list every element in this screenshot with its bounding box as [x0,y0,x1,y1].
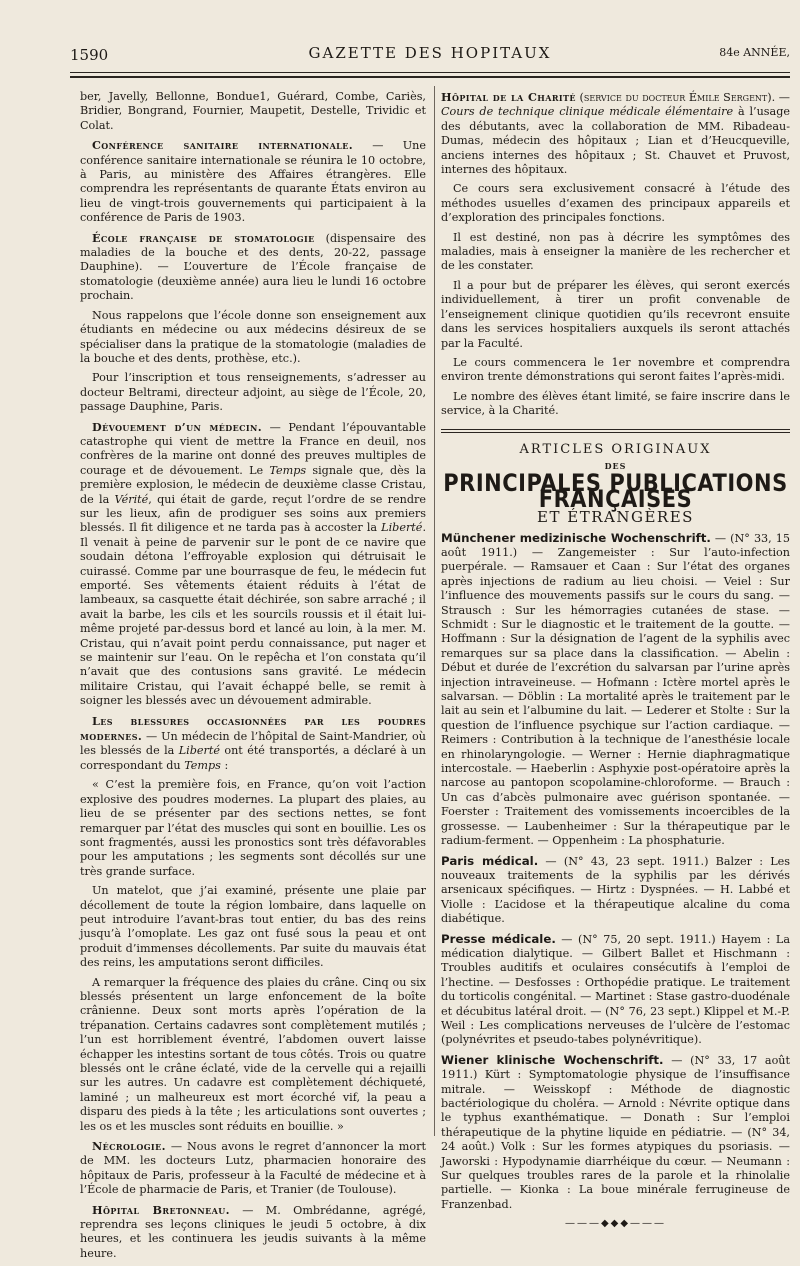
journal-contents: — (N° 43, 23 sept. 1911.) Balzer : Les nouveaux traitements de la syphilis par les dérivés arsenicaux spécifiques. — Hirtz : Dyspnées. — H. Labbé et Violle : L’acidose et la thérapeutique alcaline du coma diabétique. [441,854,790,926]
ship-name: Vérité [114,492,149,506]
right-column [441,90,790,1232]
item-text: (dispensaire des maladies de la bouche et des dents, 20-22, passage Dauphine). — L’ouverture de l’École française de stomatologie (deuxième année) aura lieu le lundi 16 octobre prochain. [80,231,426,303]
paragraph: Il est destiné, non pas à décrire les symptômes des maladies, mais à enseigner la manière de les rechercher et de les constater. [441,230,790,273]
journal-name: Presse médicale. [441,931,556,946]
item-text: . Il venait à peine de parvenir sur le pont de ce navire que soudain détona l’effroyable explosion qui détruisait le cuirassé. Comme par une bourrasque de feu, le médecin fut emporté. Ses vêtements étaient réduits à l’état de lambeaux, sa casquette était déchirée, son sabre arraché ; il avait la barbe, les cils et les sourcils roussis et il était lui-même projeté par-dessus bord et lancé au loin, à la mer. M. Cristau, qui n’avait point perdu connaissance, put nager et se maintenir sur l’eau. On le repêcha et l’on constata qu’il n’avait que des contusions sans gravité. Le médecin militaire Cristau, qui l’avait échappé belle, se remit à soigner les blessés avec un dévouement admirable. [80,521,426,708]
journal-entry-paris-medical [441,854,790,927]
news-item-charite [441,90,790,177]
journal-entry-munchener [441,531,790,849]
news-item-blessures [80,714,426,774]
item-text: — Une conférence sanitaire internationale se réunira le 10 octobre, à Paris, au ministère des Affaires étrangères. Elle comprendra les représentants de quarante États environ au lieu de vingt-trois gouvernements qui participaient à la conférence de Paris de 1903. [80,139,426,225]
newspaper-name: Temps [269,463,307,477]
quote-paragraph: A remarquer la fréquence des plaies du crâne. Cinq ou six blessés présentent un large enfoncement de la boîte crânienne. Deux sont morts après l’opération de la trépanation. Certains cadavres sont complètement mutilés ; l’un est horriblement éventré, l’abdomen ouvert laisse échapper les intestins sortant de tous côtés. Trois ou quatre blessés ont le crâne éclaté, vide de la cervelle qui a rejailli sur les autres. Un cadavre est complètement déchiqueté, laminé ; un malheureux est mort écorché vif, la peau a disparu des pieds à la tête ; les articulations sont ouvertes ; les os et les muscles sont réduits en bouillie. » [80,975,426,1133]
item-text: — Nous avons le regret d’annoncer la mort de MM. les docteurs Lutz, pharmacien honoraire des hôpitaux de Paris, professeur à la Faculté de médecine et à l’École de pharmacie de Paris, et Tranier (de Toulouse). [80,1140,426,1197]
paragraph: Ce cours sera exclusivement consacré à l’étude des méthodes usuelles d’examen des principaux appareils et d’exploration des principales fonctions. [441,182,790,225]
item-text: signale que, dès la première explosion, le médecin de deuxième classe Cristau, de la [80,463,426,506]
journal-name: Paris médical. [441,853,539,868]
news-item-bretonneau [80,1203,426,1262]
news-item-devouement [80,420,426,709]
newspaper-name: Temps [184,758,221,772]
paragraph: Le cours commencera le 1er novembre et comprendra environ trente démonstrations qui seront faites l’après-midi. [441,355,790,384]
journal-entry-presse-medicale [441,932,790,1048]
item-text: , qui était de garde, reçut l’ordre de se rendre sur les lieux, afin de prodiguer ses soins aux premiers blessés. Il fit diligence et ne tarda pas à accoster la [80,492,426,535]
journal-contents: — (N° 33, 17 août 1911.) Kürt : Symptomatologie physique de l’insuffisance mitrale. — Weisskopf : Méthode de diagnostic bactériologique du choléra. — Arnold : Névrite optique dans le typhus exanthématique. — Donath : Sur l’emploi thérapeutique de la phytine liquide en pédiatrie. — (N° 34, 24 août.) Volk : Sur les formes atypiques du psoriasis. — Jaworski : Hypodynamie diarrhéique du cœur. — Neumann : Sur quelques troubles rares de la parole et la rhinolalie partielle. — Kionka : La boue minérale ferrugineuse de Franzenbad. [441,1053,790,1211]
paragraph: Le nombre des élèves étant limité, se faire inscrire dans le service, à la Charité. [441,389,790,418]
paragraph: Pour l’inscription et tous renseignements, s’adresser au docteur Beltrami, directeur adjoint, au siège de l’École, 20, passage Dauphine, Paris. [80,371,426,414]
item-heading: Hôpital Bretonneau. [92,1202,230,1217]
item-text: — M. Ombrédanne, agrégé, reprendra ses leçons cliniques le jeudi 5 octobre, à dix heures, et les continuera les jeudis suivants à la même heure. [80,1203,426,1260]
section-subtitle: ET ÉTRANGÈRES [537,508,694,527]
journal-entry-wiener [441,1053,790,1212]
paragraph: Nous rappelons que l’école donne son enseignement aux étudiants en médecine ou aux médecins désireux de se spécialiser dans la pratique de la stomatologie (maladies de la bouche et des dents, prothèse, etc.). [80,308,426,365]
item-heading: Les blessures occasionnées par les poudres modernes. [80,713,426,744]
item-text: — Pendant l’épouvantable catastrophe qui vient de mettre la France en deuil, nos confrères de la marine ont donné des preuves multiples de courage et de dévouement. Le [80,420,426,477]
section-connector: DES [604,460,627,471]
journal-name: Münchener medizinische Wochenschrift. [441,530,711,545]
end-ornament: ———◆◆◆——— [564,1218,667,1230]
journal-contents: — (N° 33, 15 août 1911.) — Zangemeister : Sur l’auto-infection puerpérale. — Ramsauer et Caan : Sur l’état des organes après injections de radium au lieu choisi. — Veiel : Sur l’influence des mouvements passifs sur le cours du sang. — Strausch : Sur les hémorragies cutanées de stase. — Schmidt : Sur le diagnostic et le traitement de la goutte. — Hoffmann : Sur la désignation de l’agent de la syphilis avec remarques sur sa place dans la classification. — Abelin : Début et durée de l’excrétion du salvarsan par l’urine après injection intraveineuse. — Hofmann : Ictère mortel après le salvarsan. — Döblin : La mortalité après le traitement par le lait au sein et l’albumine du lait. — Lederer et Stolte : Sur la question de l’influence psychique sur l’action cardiaque. — Reimers : Contribution à la technique de l’anesthésie locale en rhinolaryngologie. — Werner : Hernie diaphragmatique intercostale. — Haeberlin : Asphyxie post-opératoire après la narcose au pantopon scopolamine-chloroforme. — Brauch : Un cas d’abcès pulmonaire avec guérison spontanée. — Foerster : Traitement des vomissements incoercibles de la grossesse. — Laubenheimer : Sur la thérapeutique par le radium-ferment. — Oppenheim : La phosphaturie. [441,531,791,848]
section-rule [441,429,790,433]
header-rule-top [70,72,790,73]
course-title: Cours de technique clinique médicale élémentaire [441,105,734,119]
page-header [70,44,790,66]
item-text: à l’usage des débutants, avec la collaboration de MM. Ribadeau-Dumas, médecin des hôpitaux ; Lian et d’Heucqueville, anciens internes des hôpitaux ; St. Chauvet et Pruvost, internes des hôpitaux. [441,105,790,177]
item-subheading: (service du docteur Émile Sergent). [575,91,776,104]
ship-name: Liberté [381,521,423,535]
masthead-title: GAZETTE DES HOPITAUX [308,44,552,62]
item-heading: École française de stomatologie [92,230,315,245]
item-text: : [220,758,229,772]
item-heading: Conférence sanitaire internationale. [92,138,353,153]
item-text: — Un médecin de l’hôpital de Saint-Mandrier, où les blessés de la [80,730,426,758]
item-heading: Nécrologie. [92,1139,166,1154]
page-number: 1590 [70,46,109,64]
quote-paragraph: Un matelot, que j’ai examiné, présente une plaie par décollement de toute la région lombaire, dans laquelle on peut introduire l’avant-bras tout entier, du bas des reins jusqu’à l’omoplate. Les gaz ont fusé sous la peau et ont produit d’immenses décollements. Par suite du mauvais état des reins, les amputations seront difficiles. [80,884,426,970]
journal-contents: — (N° 75, 20 sept. 1911.) Hayem : La médication dialytique. — Gilbert Ballet et Hischmann : Troubles auditifs et oculaires consécutifs à l’emploi de l’hectine. — Desfosses : Orthopédie pratique. Le traitement du torticolis congénital. — Martinet : Stase gastro-duodénale et décubitus latéral droit. — (N° 76, 23 sept.) Klippel et M.-P. Weil : Les complications nerveuses de l’ulcère de l’estomac (polynévrites et pseudo-tabes polynévritique). [441,932,790,1047]
left-column [80,90,426,1266]
section-heading [441,443,790,525]
section-title: ARTICLES ORIGINAUX [519,441,712,457]
news-item-necrologie [80,1139,426,1198]
ship-name: Liberté [178,744,220,758]
item-heading: Dévouement d’un médecin. [92,419,263,434]
paragraph: ber, Javelly, Bellonne, Bondue1, Guérard, Combe, Cariès, Bridier, Bongrand, Fournier, Maupetit, Destelle, Trividic et Colat. [80,90,426,132]
quote-paragraph: « C’est la première fois, en France, qu’on voit l’action explosive des poudres modernes. La plupart des plaies, au lieu de se présenter par des sections nettes, se font remarquer par l’état des muscles qui sont en bouillie. Les os sont fragmentés, aussi les pronostics sont très défavorables pour les amputations ; les segments sont décollés sur une très grande surface. [80,778,426,878]
journal-name: Wiener klinische Wochenschrift. [441,1052,664,1067]
issue-year: 84e ANNÉE, [719,46,790,59]
column-separator [434,86,435,1136]
item-heading: Hôpital de la Charité [441,90,576,104]
news-item-conference [80,138,426,225]
item-text: — [775,91,790,104]
header-rule-bottom [70,76,790,78]
item-text: ont été transportés, a déclaré à un correspondant du [80,744,426,772]
paragraph: Il a pour but de préparer les élèves, qui seront exercés individuellement, à tirer un profit convenable de l’enseignement clinique quotidien qu’ils recevront ensuite dans les services hospitaliers auxquels ils seront attachés par la Faculté. [441,278,790,350]
news-item-ecole [80,231,426,304]
section-main-title: PRINCIPALES PUBLICATIONS FRANÇAISES [443,469,788,514]
